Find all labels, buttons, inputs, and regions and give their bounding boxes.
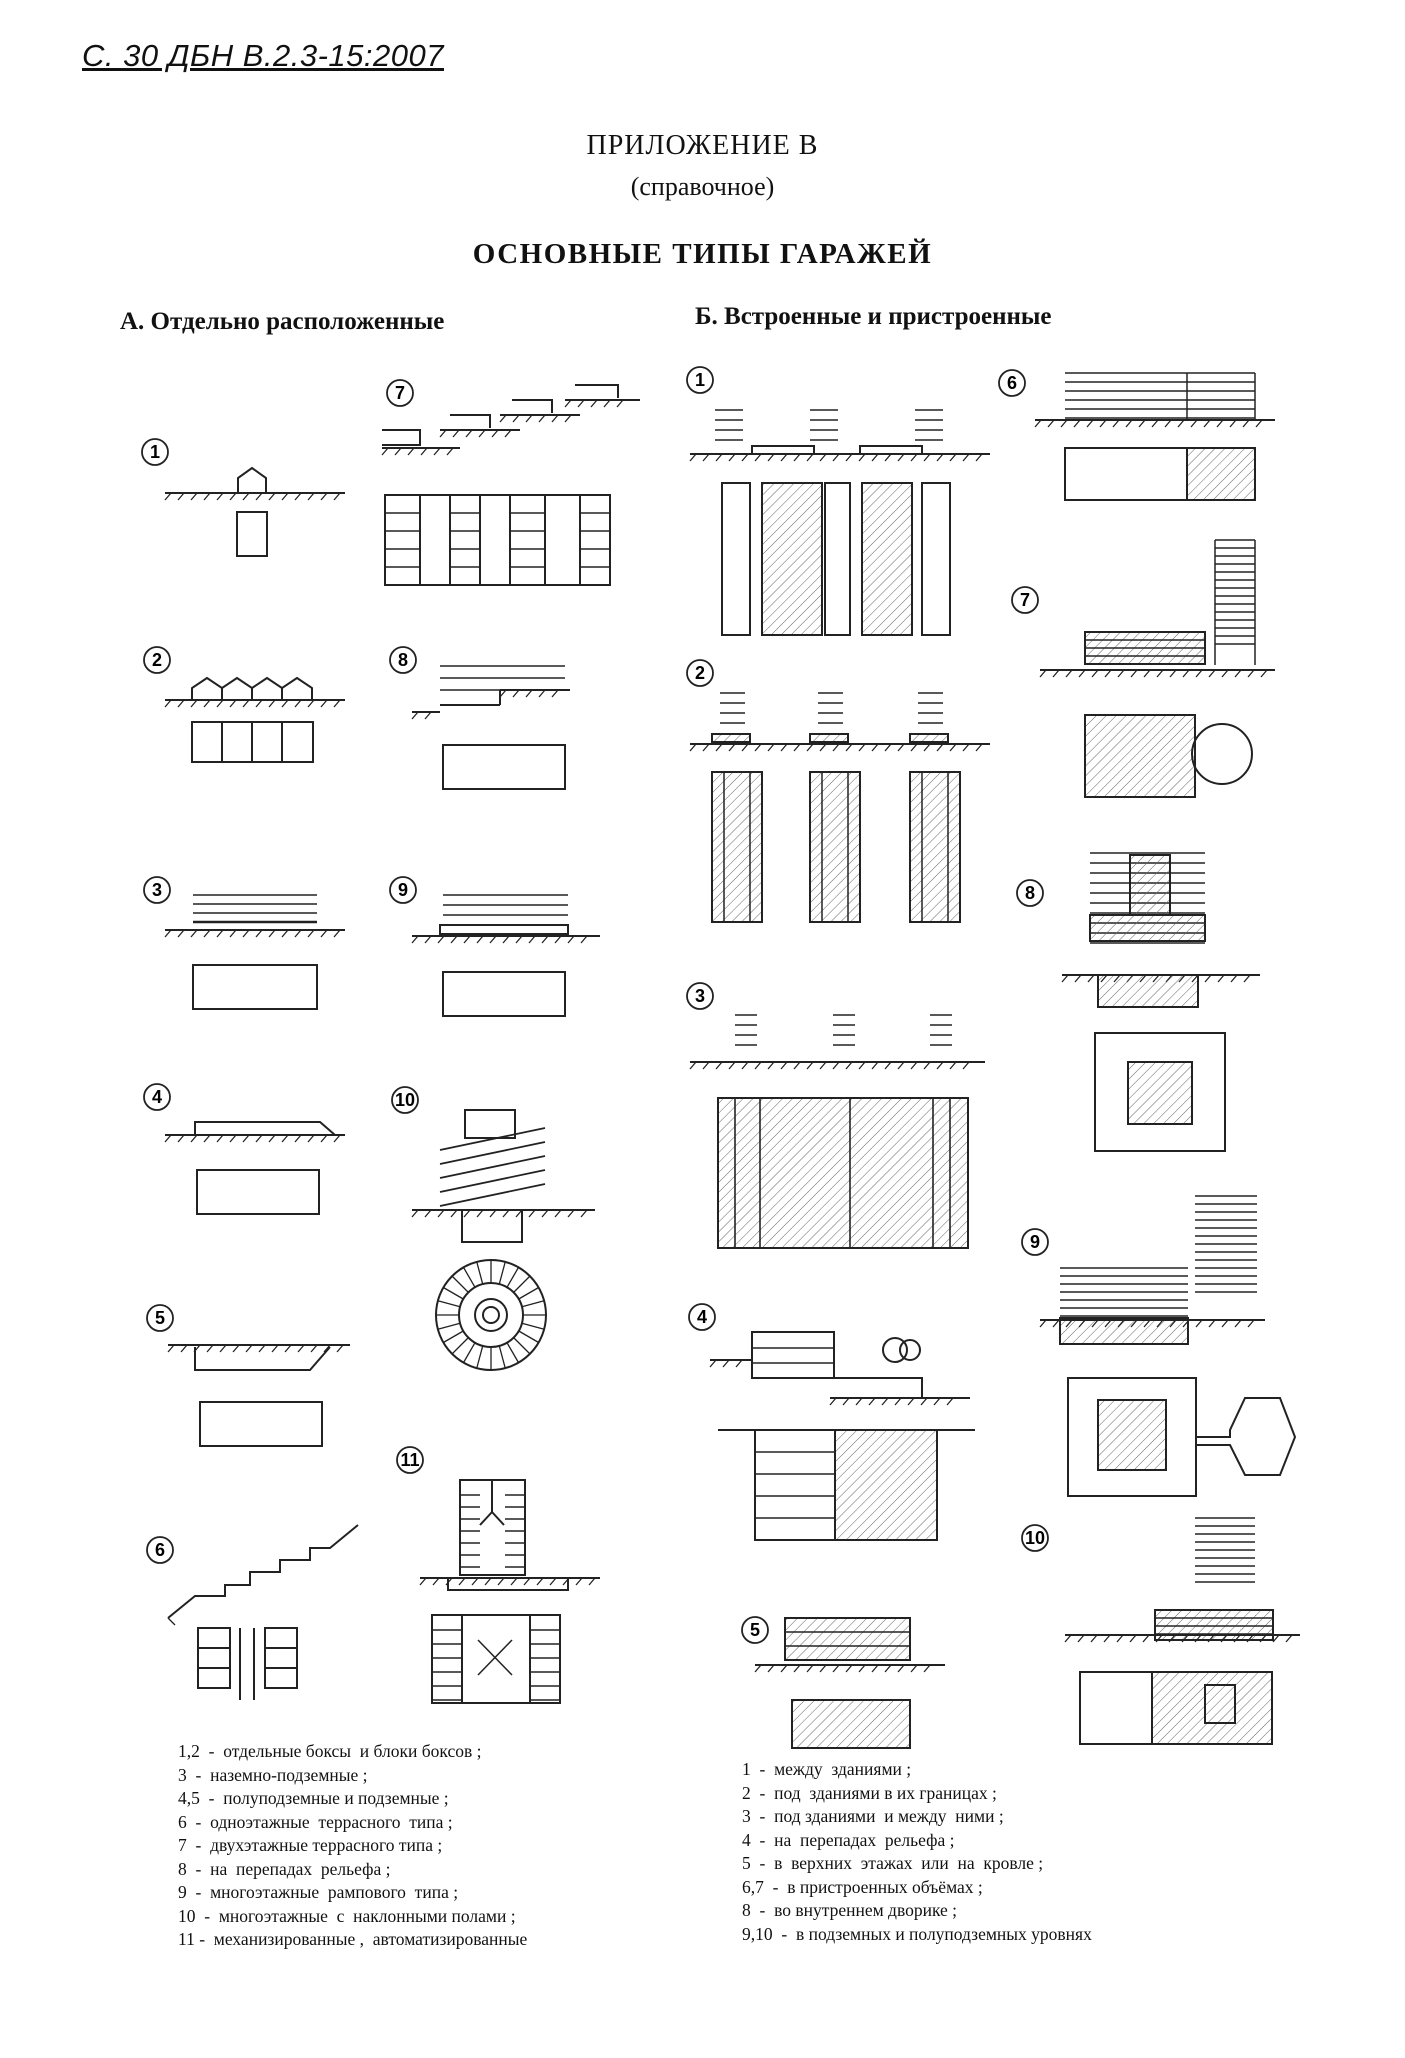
- legend-item: 2 - под зданиями в их границах ;: [742, 1782, 997, 1803]
- figure-number: 7: [1019, 590, 1031, 610]
- figure-number: 9: [1029, 1232, 1041, 1252]
- figure-number: 6: [154, 1540, 166, 1560]
- figure-number: 3: [694, 986, 706, 1006]
- figure-number: 5: [749, 1620, 761, 1640]
- figure-number: 1: [149, 442, 161, 462]
- figure-number: 6: [1006, 373, 1018, 393]
- legend-item: 4,5 - полуподземные и подземные ;: [178, 1788, 449, 1808]
- appendix-title: ПРИЛОЖЕНИЕ В: [586, 130, 819, 161]
- legend-item: 7 - двухэтажные террасного типа ;: [178, 1835, 443, 1855]
- figure-number: 9: [397, 880, 409, 900]
- legend-item: 8 - во внутреннем дворике ;: [742, 1900, 958, 1920]
- figure-number: 10: [394, 1090, 416, 1110]
- legend-item: 3 - наземно-подземные ;: [178, 1764, 368, 1785]
- figure-number: 5: [154, 1308, 166, 1328]
- figure-number: 10: [1024, 1528, 1046, 1548]
- legend-item: 1 - между зданиями ;: [742, 1759, 912, 1779]
- figure-number: 2: [694, 663, 706, 683]
- main-title: ОСНОВНЫЕ ТИПЫ ГАРАЖЕЙ: [472, 238, 933, 270]
- section-b-title: Б. Встроенные и пристроенные: [695, 303, 1052, 330]
- legend-item: 9,10 - в подземных и полуподземных уровнях: [742, 1923, 1092, 1944]
- legend-item: 10 - многоэтажные с наклонными полами ;: [178, 1905, 516, 1926]
- legend-item: 5 - в верхних этажах или на кровле ;: [742, 1853, 1044, 1873]
- figure-number: 4: [151, 1087, 163, 1107]
- figure-number: 3: [151, 880, 163, 900]
- figure-number: 2: [151, 650, 163, 670]
- legend-item: 6 - одноэтажные террасного типа ;: [178, 1811, 453, 1832]
- legend-item: 8 - на перепадах рельефа ;: [178, 1858, 391, 1879]
- figure-number: 8: [1024, 883, 1036, 903]
- legend-item: 11 - механизированные , автоматизированные: [178, 1929, 528, 1949]
- page-header: С. 30 ДБН В.2.3-15:2007: [82, 38, 444, 73]
- legend-item: 6,7 - в пристроенных объёмах ;: [742, 1876, 983, 1897]
- appendix-note: (справочное): [630, 172, 775, 201]
- legend-item: 4 - на перепадах рельефа ;: [742, 1829, 955, 1850]
- figure-number: 1: [694, 370, 706, 390]
- figure-number: 4: [696, 1307, 708, 1327]
- legend-section-a: [178, 1740, 527, 1952]
- legend-item: 1,2 - отдельные боксы и блоки боксов ;: [178, 1741, 482, 1761]
- legend-item: 3 - под зданиями и между ними ;: [742, 1806, 1004, 1826]
- section-a-title: А. Отдельно расположенные: [120, 308, 445, 335]
- figure-number: 8: [397, 650, 409, 670]
- figure-number: 7: [394, 383, 406, 403]
- legend-section-b: [742, 1758, 1092, 1946]
- legend-item: 9 - многоэтажные рампового типа ;: [178, 1882, 459, 1902]
- figure-number: 11: [400, 1450, 420, 1470]
